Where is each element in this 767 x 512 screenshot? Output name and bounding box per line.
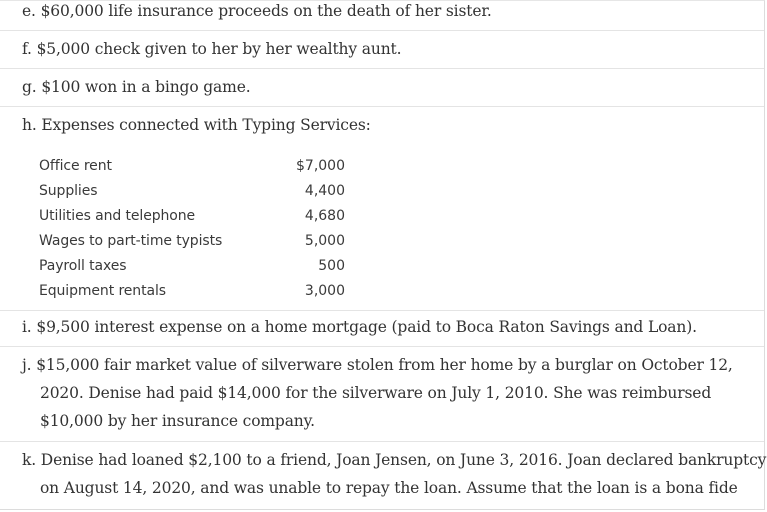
expense-amount: 500 <box>318 258 345 274</box>
divider <box>0 68 764 69</box>
divider <box>0 346 764 347</box>
item-g: g. $100 won in a bingo game. <box>22 78 251 96</box>
item-h: h. Expenses connected with Typing Services: <box>22 116 371 134</box>
divider <box>0 106 764 107</box>
expense-label: Office rent <box>39 158 112 174</box>
expense-amount: 4,680 <box>304 208 345 224</box>
item-k-line-1: k. Denise had loaned $2,100 to a friend, Joan Jensen, on June 3, 2016. Joan declared bankruptcy <box>22 451 767 469</box>
expense-label: Payroll taxes <box>39 258 127 274</box>
expense-amount: 3,000 <box>304 283 345 299</box>
expense-label: Supplies <box>39 183 98 199</box>
item-k-line-2: on August 14, 2020, and was unable to repay the loan. Assume that the loan is a bona fide <box>40 479 738 497</box>
divider <box>0 441 764 442</box>
divider <box>0 30 764 31</box>
item-j-line-2: 2020. Denise had paid $14,000 for the silverware on July 1, 2010. She was reimbursed <box>40 384 712 402</box>
item-i: i. $9,500 interest expense on a home mortgage (paid to Boca Raton Savings and Loan). <box>22 318 697 336</box>
expense-amount: $7,000 <box>296 158 345 174</box>
expense-label: Wages to part-time typists <box>39 233 223 249</box>
item-j-line-3: $10,000 by her insurance company. <box>40 412 315 430</box>
expense-amount: 5,000 <box>304 233 345 249</box>
divider <box>0 310 764 311</box>
item-f: f. $5,000 check given to her by her wealthy aunt. <box>22 40 402 58</box>
expense-amount: 4,400 <box>304 183 345 199</box>
expense-label: Equipment rentals <box>39 283 166 299</box>
item-j-line-1: j. $15,000 fair market value of silverware stolen from her home by a burglar on October 12, <box>22 356 733 374</box>
expense-label: Utilities and telephone <box>39 208 196 224</box>
item-e: e. $60,000 life insurance proceeds on the death of her sister. <box>22 2 492 20</box>
